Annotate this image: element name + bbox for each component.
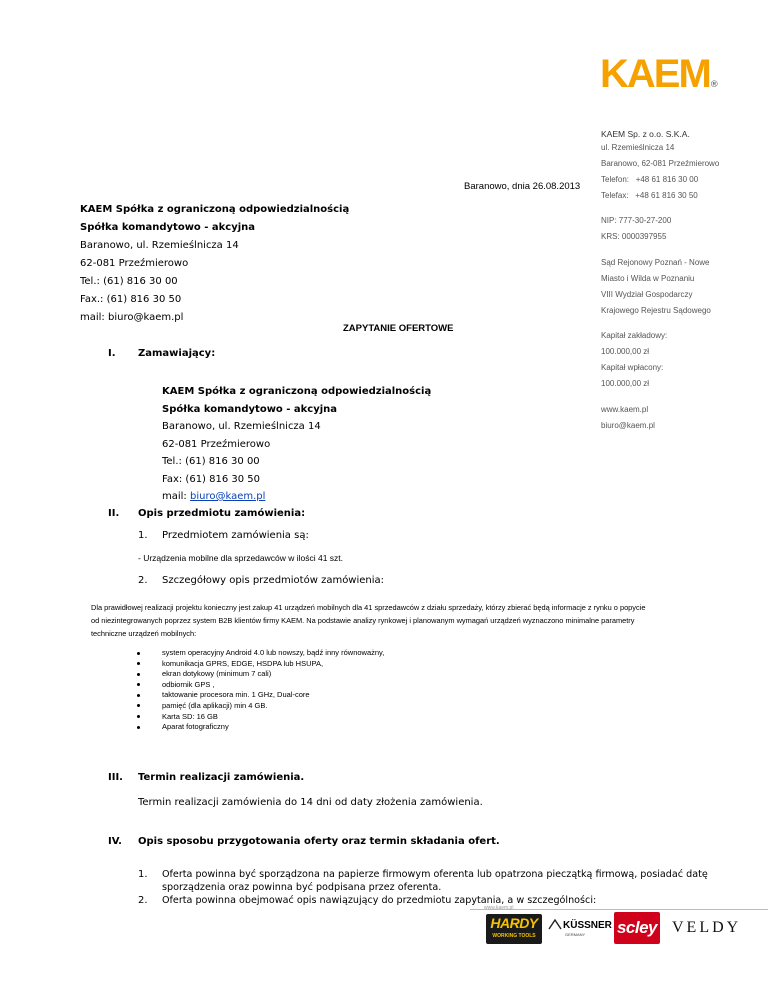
sender-fax: Fax.: (61) 816 30 50 [80, 294, 182, 305]
footer-divider [470, 909, 768, 910]
sender-address: Baranowo, ul. Rzemieślnicza 14 [80, 240, 239, 251]
section-4-item-2-number: 2. [138, 895, 148, 906]
bullet-icon [137, 673, 140, 676]
sidebar-court-1: Sąd Rejonowy Poznań - Nowe [601, 258, 710, 267]
orderer-tel: Tel.: (61) 816 30 00 [162, 456, 260, 467]
section-2-item-2-number: 2. [138, 575, 148, 586]
sidebar-krs: KRS: 0000397955 [601, 232, 667, 241]
kussner-brand: KÜSSNER [563, 920, 612, 931]
list-item: odbiornik GPS , [137, 680, 384, 691]
sidebar-www: www.kaem.pl [601, 405, 649, 414]
hardy-brand: HARDY [490, 915, 538, 931]
orderer-fax: Fax: (61) 816 30 50 [162, 474, 261, 485]
kaem-logo [600, 52, 719, 97]
sidebar-email: biuro@kaem.pl [601, 421, 655, 430]
sidebar-paid-value: 100.000,00 zł [601, 379, 650, 388]
orderer-mail [162, 491, 265, 503]
sidebar-company: KAEM Sp. z o.o. S.K.A. [601, 129, 690, 139]
bullet-icon [137, 652, 140, 655]
orderer-mail-label: mail: [162, 491, 190, 502]
bullet-icon [137, 715, 140, 718]
sender-tel: Tel.: (61) 816 30 00 [80, 276, 178, 287]
sidebar-paid-label: Kapitał wpłacony: [601, 363, 664, 372]
list-item: ekran dotykowy (minimum 7 cali) [137, 669, 384, 680]
orderer-type: Spółka komandytowo - akcyjna [162, 404, 338, 415]
bullet-icon [137, 694, 140, 697]
sidebar-fax: Telefax: +48 61 816 30 50 [601, 191, 698, 200]
section-2-number: II. [108, 508, 120, 519]
section-4-number: IV. [108, 836, 122, 847]
orderer-mail-link[interactable]: biuro@kaem.pl [189, 491, 266, 502]
hardy-logo [486, 914, 542, 944]
date-line: Baranowo, dnia 26.08.2013 [464, 181, 581, 192]
paragraph-line-1: Dla prawidłowej realizacji projektu konieczny jest zakup 41 urządzeń mobilnych dla 41 sprzedawców z działu sprzedaży, którzy zbierać będą informacje z rynku o popycie [91, 603, 646, 612]
section-4-item-2-text: Oferta powinna obejmować opis nawiązujący do przedmiotu zapytania, a w szczególności: [162, 895, 597, 906]
section-1-number: I. [108, 348, 116, 359]
sidebar-phone: Telefon: +48 61 816 30 00 [601, 175, 699, 184]
footer-tiny-url: www.kaem.pl [484, 905, 514, 911]
list-item: taktowanie procesora min. 1 GHz, Dual-core [137, 690, 384, 701]
sidebar-court-3: VIII Wydział Gospodarczy [601, 290, 693, 299]
paragraph-line-2: od niezintegrowanych poprzez system B2B klientów firmy KAEM. Na podstawie analizy rynkowej i planowanym wymagań urządzeń wyznaczono minimalne parametry [91, 616, 635, 625]
house-icon [548, 918, 562, 930]
list-item: pamięć (dla aplikacji) min 4 GB. [137, 701, 384, 712]
scley-brand: scley [616, 918, 658, 937]
scley-logo [614, 912, 660, 944]
sender-postal: 62-081 Przeźmierowo [80, 258, 189, 269]
section-1-heading: Zamawiający: [138, 348, 216, 359]
section-2-heading: Opis przedmiotu zamówienia: [138, 508, 306, 519]
section-4-item-1-number: 1. [138, 869, 148, 880]
logo-text: KAEM [600, 52, 710, 96]
section-3-heading: Termin realizacji zamówienia. [138, 772, 305, 783]
requirements-paragraph [91, 601, 645, 640]
list-item: komunikacja GPRS, EDGE, HSDPA lub HSUPA, [137, 659, 384, 670]
list-item: system operacyjny Android 4.0 lub nowszy, bądź inny równoważny, [137, 648, 384, 659]
sender-mail: mail: biuro@kaem.pl [80, 312, 184, 323]
document-title: ZAPYTANIE OFERTOWE [343, 323, 454, 334]
sender-name: KAEM Spółka z ograniczoną odpowiedzialnością [80, 204, 350, 215]
registered-mark: ® [709, 80, 719, 90]
section-2-item-1-number: 1. [138, 530, 148, 541]
bullet-icon [137, 726, 140, 729]
bullet-icon [137, 662, 140, 665]
section-3-number: III. [108, 772, 123, 783]
sidebar-capital-value: 100.000,00 zł [601, 347, 650, 356]
orderer-address: Baranowo, ul. Rzemieślnicza 14 [162, 421, 321, 432]
paragraph-line-3: techniczne urządzeń mobilnych: [91, 629, 197, 638]
kussner-logo [548, 915, 612, 943]
sidebar-city: Baranowo, 62-081 Przeźmierowo [601, 159, 720, 168]
sidebar-court-2: Miasto i Wilda w Poznaniu [601, 274, 695, 283]
company-sidebar [601, 129, 719, 431]
sidebar-street: ul. Rzemieślnicza 14 [601, 143, 675, 152]
hardy-subtitle: WORKING TOOLS [492, 933, 536, 939]
section-4-item-1-line-1: Oferta powinna być sporządzona na papierze firmowym oferenta lub opatrzona pieczątką firmową, posiadać datę [162, 869, 708, 880]
section-2-item-2-text: Szczegółowy opis przedmiotów zamówienia: [162, 575, 385, 586]
kussner-subtitle: GERMANY [565, 932, 586, 937]
sidebar-capital-label: Kapitał zakładowy: [601, 331, 668, 340]
section-3-text: Termin realizacji zamówienia do 14 dni od daty złożenia zamówienia. [138, 797, 483, 808]
section-2-item-1-detail: - Urządzenia mobilne dla sprzedawców w ilości 41 szt. [138, 553, 344, 563]
veldy-logo: VELDY [672, 919, 742, 936]
sidebar-nip: NIP: 777-30-27-200 [601, 216, 672, 225]
list-item: Aparat fotograficzny [137, 722, 384, 733]
orderer-postal: 62-081 Przeźmierowo [162, 439, 271, 450]
bullet-icon [137, 704, 140, 707]
bullet-icon [137, 683, 140, 686]
orderer-name: KAEM Spółka z ograniczoną odpowiedzialnością [162, 386, 432, 397]
section-2-item-1-text: Przedmiotem zamówienia są: [162, 530, 309, 541]
section-4-item-1-line-2: sporządzenia oraz powinna być podpisana przez oferenta. [162, 882, 442, 893]
sidebar-court-4: Krajowego Rejestru Sądowego [601, 306, 711, 315]
list-item: Karta SD: 16 GB [137, 712, 384, 723]
section-4-heading: Opis sposobu przygotowania oferty oraz termin składania ofert. [138, 836, 500, 847]
spec-list [137, 648, 384, 733]
sender-type: Spółka komandytowo - akcyjna [80, 222, 256, 233]
